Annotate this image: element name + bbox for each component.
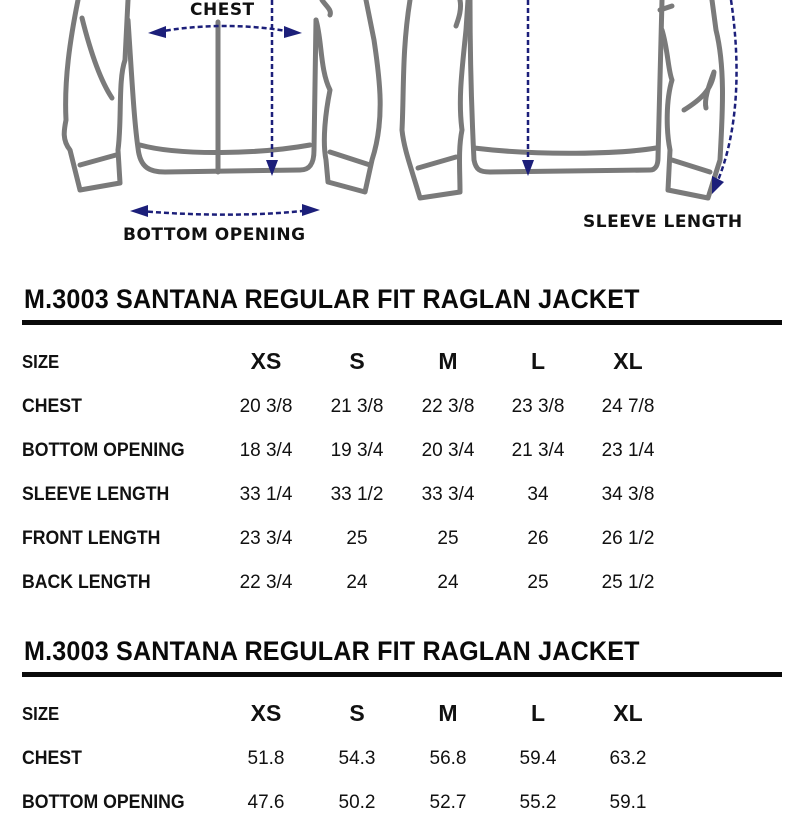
- cell-value: 52.7: [429, 792, 467, 813]
- size-l: L: [530, 348, 546, 374]
- cell-value: 22 3/4: [239, 572, 293, 593]
- cell-value: 25: [437, 528, 459, 549]
- divider: [22, 672, 782, 677]
- size-xl: XL: [613, 348, 643, 374]
- table-header-row: [0, 348, 800, 378]
- row-label: BOTTOM OPENING: [22, 440, 185, 461]
- size-l: L: [530, 700, 546, 726]
- size-xl: XL: [613, 700, 643, 726]
- sleeve-length-label: SLEEVE LENGTH: [583, 212, 743, 232]
- row-label: CHEST: [22, 748, 82, 769]
- size-xs: XS: [250, 348, 282, 374]
- cell-value: 21 3/8: [330, 396, 384, 417]
- size-m: M: [438, 348, 458, 374]
- size-s: S: [349, 348, 365, 374]
- cell-value: 23 1/4: [601, 440, 655, 461]
- cell-value: 34: [527, 484, 549, 505]
- cell-value: 33 3/4: [421, 484, 475, 505]
- cell-value: 26 1/2: [601, 528, 655, 549]
- row-label: BOTTOM OPENING: [22, 792, 185, 813]
- table-header-row: [0, 700, 800, 730]
- size-s: S: [349, 700, 365, 726]
- cell-value: 23 3/4: [239, 528, 293, 549]
- cell-value: 63.2: [609, 748, 647, 769]
- cell-value: 56.8: [429, 748, 467, 769]
- row-label: FRONT LENGTH: [22, 528, 161, 549]
- table-row: [0, 792, 800, 822]
- size-m: M: [438, 700, 458, 726]
- table-row: [0, 572, 800, 602]
- cell-value: 55.2: [519, 792, 557, 813]
- cell-value: 59.4: [519, 748, 557, 769]
- cell-value: 50.2: [338, 792, 376, 813]
- size-label: SIZE: [22, 352, 60, 372]
- cell-value: 33 1/2: [330, 484, 384, 505]
- cell-value: 25: [527, 572, 549, 593]
- cell-value: 18 3/4: [239, 440, 293, 461]
- table-row: [0, 396, 800, 426]
- cell-value: 20 3/4: [421, 440, 475, 461]
- row-label: SLEEVE LENGTH: [22, 484, 170, 505]
- cell-value: 54.3: [338, 748, 376, 769]
- cell-value: 59.1: [609, 792, 647, 813]
- cell-value: 22 3/8: [421, 396, 475, 417]
- size-xs: XS: [250, 700, 282, 726]
- table-title: M.3003 SANTANA REGULAR FIT RAGLAN JACKET: [24, 284, 640, 314]
- cell-value: 23 3/8: [511, 396, 565, 417]
- cell-value: 21 3/4: [511, 440, 565, 461]
- table-row: [0, 748, 800, 778]
- cell-value: 24: [346, 572, 368, 593]
- divider: [22, 320, 782, 325]
- cell-value: 24 7/8: [601, 396, 655, 417]
- chest-label: CHEST: [190, 0, 255, 20]
- cell-value: 47.6: [247, 792, 285, 813]
- cell-value: 34 3/8: [601, 484, 655, 505]
- jacket-measurement-diagram: [0, 0, 800, 260]
- table-row: [0, 484, 800, 514]
- table-title: M.3003 SANTANA REGULAR FIT RAGLAN JACKET: [24, 636, 640, 666]
- table-row: [0, 528, 800, 558]
- cell-value: 25: [346, 528, 368, 549]
- cell-value: 26: [527, 528, 549, 549]
- size-label: SIZE: [22, 704, 60, 724]
- cell-value: 24: [437, 572, 459, 593]
- cell-value: 19 3/4: [330, 440, 384, 461]
- cell-value: 51.8: [247, 748, 285, 769]
- row-label: CHEST: [22, 396, 82, 417]
- cell-value: 33 1/4: [239, 484, 293, 505]
- cell-value: 25 1/2: [601, 572, 655, 593]
- bottom-opening-label: BOTTOM OPENING: [123, 225, 306, 245]
- table-row: [0, 440, 800, 470]
- row-label: BACK LENGTH: [22, 572, 151, 593]
- cell-value: 20 3/8: [239, 396, 293, 417]
